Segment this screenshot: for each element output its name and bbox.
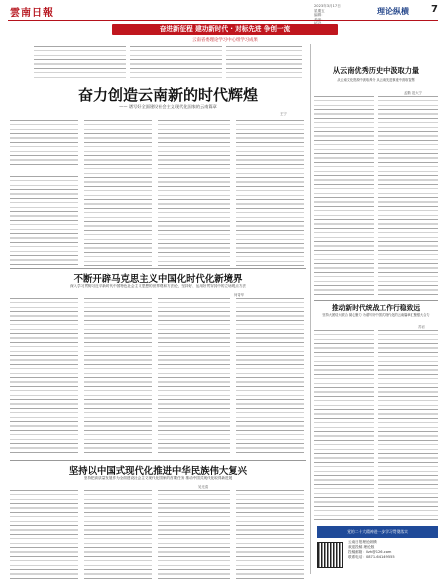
meta-weekday: 星期五 [314, 8, 325, 13]
article2-subheadline: 从云南文化资源中汲取养分 从云南先进事迹中汲取智慧 [337, 78, 415, 82]
article5-byline: 吴光清 [198, 485, 209, 489]
newspaper-logo: 雲南日報 [10, 8, 54, 19]
promo-box: 党的二十大精神进一步学习贯彻落实 [317, 526, 438, 538]
article2-body-col-1 [314, 96, 374, 296]
article4-subheadline: 坚持大团结大联合 凝心聚力 为谱写好中国式现代化的云南篇章汇聚强大合力 [322, 313, 430, 317]
page-number: 7 [431, 4, 438, 15]
article5-top-rule [10, 460, 306, 461]
article2-byline: 孟勤 范大宁 [404, 91, 423, 95]
lead-body-col-4 [236, 120, 304, 266]
article3-body-col-3 [158, 298, 230, 454]
lead-body-col-1b [10, 176, 78, 266]
section-title: 理论纵横 [377, 7, 409, 16]
info-line-1: 云南日报理论纵横 [348, 540, 377, 544]
article4-body-col-1 [314, 330, 374, 520]
article5-headline: 坚持以中国式现代化推进中华民族伟大复兴 [68, 466, 248, 477]
article5-body-col-3 [158, 490, 230, 580]
banner-text: 奋进新征程 建功新时代 · 对标先进 争创一流 [159, 25, 291, 33]
lead-subheadline: —— 谱写好全面建设社会主义现代化国家的云南篇章 [119, 104, 217, 109]
article4-top-rule [314, 300, 438, 301]
lead-intro-text-2 [130, 46, 222, 80]
article3-byline: 何奇华 [234, 293, 245, 297]
top-divider [8, 20, 438, 21]
info-line-2: 欢迎投稿 理论版 [348, 545, 375, 549]
article4-byline: 苏岩 [418, 325, 425, 329]
article3-body-col-1 [10, 298, 78, 454]
article3-body-col-2 [84, 298, 152, 454]
article4-body-col-2 [378, 330, 438, 520]
qr-code-icon [317, 542, 343, 568]
article2-headline: 从云南优秀历史中汲取力量 [332, 66, 420, 75]
article5-subheadline: 坚持把高质量发展作为全面建设社会主义现代化国家的首要任务 推动中国式现代化取得新进展 [83, 476, 233, 480]
info-line-4: 联系电话：0871-64149555 [348, 555, 395, 559]
lead-headline: 奋力创造云南新的时代辉煌 [77, 86, 258, 104]
article3-body-col-4 [236, 298, 304, 454]
lead-intro-text [34, 46, 126, 80]
info-line-3: 投稿邮箱：llzh@126.com [348, 550, 392, 554]
lead-body-col-1 [10, 120, 78, 166]
meta-editor: 编辑： [314, 13, 325, 18]
contact-info [348, 540, 438, 560]
meta-date: 2023年3月17日 [314, 4, 341, 8]
banner-subtext: 云南省委理论学习中心组学习成果 [192, 38, 258, 43]
article3-top-rule [10, 268, 306, 269]
lead-byline: 王宁 [280, 112, 287, 116]
article4-headline: 推动新时代统战工作行稳致远 [331, 304, 421, 312]
lead-intro-text-3 [226, 46, 302, 80]
article3-headline: 不断开辟马克思主义中国化时代化新境界 [73, 274, 243, 285]
article5-body-col-4 [236, 490, 304, 580]
lead-body-col-2 [84, 120, 152, 266]
lead-body-col-3 [158, 120, 230, 266]
article2-body-col-2 [378, 96, 438, 296]
article5-body-col-1 [10, 490, 78, 580]
column-divider [310, 44, 311, 574]
article5-body-col-2 [84, 490, 152, 580]
article3-subheadline: 深入学习贯彻习近平新时代中国特色社会主义思想的世界观和方法论，坚持好、运用好贯穿其中的立场观点方法 [69, 284, 247, 288]
